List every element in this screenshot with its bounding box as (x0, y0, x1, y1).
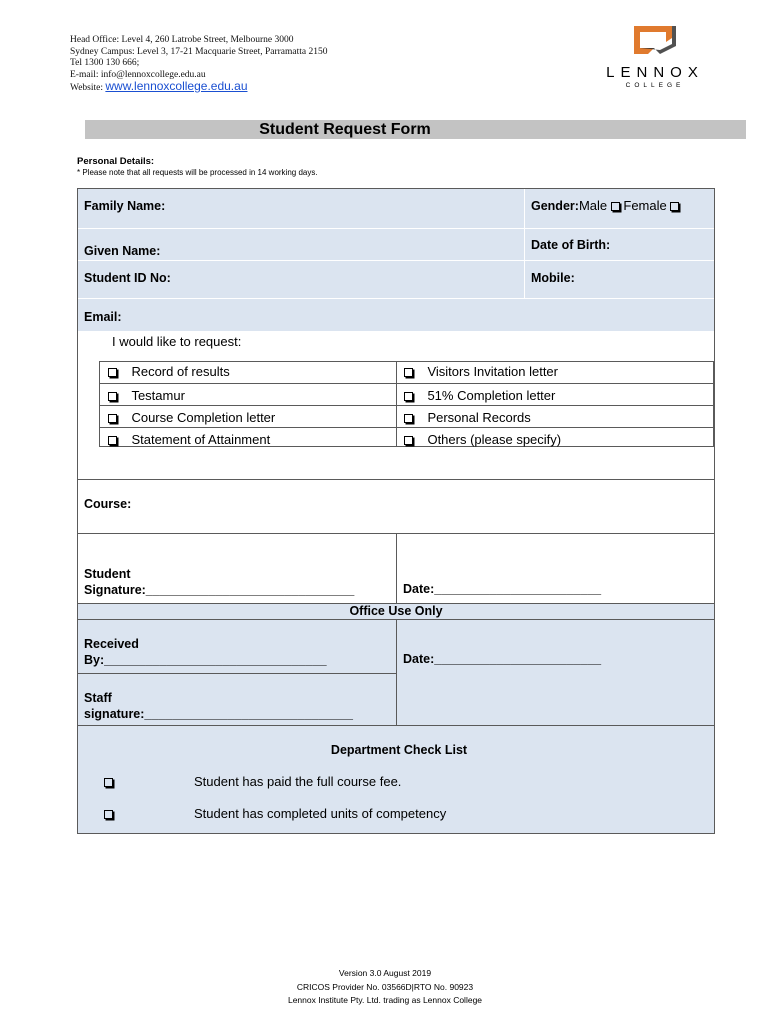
option-testamur[interactable] (108, 388, 185, 403)
dob-label: Date of Birth: (531, 238, 611, 252)
given-name-label: Given Name: (84, 244, 161, 258)
option-course-completion[interactable] (108, 410, 275, 425)
website-label: Website: (70, 83, 104, 93)
staff-signature-label (84, 690, 353, 722)
staff-line1: Staff (84, 691, 112, 705)
gender-male-label: Male (578, 198, 608, 213)
email-cell[interactable] (78, 299, 714, 331)
office-divider (396, 619, 397, 725)
footer-version: Version 3.0 August 2019 (338, 968, 432, 978)
female-checkbox[interactable] (670, 202, 679, 211)
processing-note: * Please note that all requests will be processed in 14 working days. (77, 168, 318, 177)
option-checkbox[interactable] (404, 392, 413, 401)
email-label: Email: (84, 310, 122, 324)
mobile-label: Mobile: (531, 271, 575, 285)
student-id-label: Student ID No: (84, 271, 171, 285)
checklist-checkbox[interactable] (104, 778, 113, 787)
office-use-heading: Office Use Only (349, 604, 443, 618)
row-divider (77, 673, 397, 674)
footer-company: Lennox Institute Pty. Ltd. trading as Lennox College (287, 995, 483, 1005)
option-label: 51% Completion letter (427, 388, 556, 403)
option-51-completion[interactable] (404, 388, 555, 403)
course-label: Course: (84, 497, 132, 511)
checklist-title: Department Check List (330, 743, 468, 757)
college-address (70, 35, 328, 95)
logo-mark-icon (632, 24, 678, 58)
options-row-line (99, 405, 714, 406)
family-name-label: Family Name: (84, 199, 166, 213)
male-checkbox[interactable] (611, 202, 620, 211)
options-divider (396, 361, 397, 447)
option-label: Course Completion letter (131, 410, 276, 425)
option-label: Others (please specify) (427, 432, 562, 447)
option-checkbox[interactable] (404, 368, 413, 377)
address-line: Head Office: Level 4, 260 Latrobe Street, Melbourne 3000 (70, 35, 294, 45)
request-intro: I would like to request: (112, 334, 242, 349)
received-by-label (84, 636, 327, 668)
personal-details-heading: Personal Details: (77, 156, 155, 167)
options-row-line (99, 427, 714, 428)
option-checkbox[interactable] (108, 368, 117, 377)
option-label: Personal Records (427, 410, 531, 425)
staff-line2: signature:______________________________ (84, 707, 353, 721)
student-signature-line2: Signature:______________________________ (84, 583, 355, 597)
option-visitors-invitation[interactable] (404, 364, 558, 379)
option-others[interactable] (404, 432, 561, 447)
option-checkbox[interactable] (404, 436, 413, 445)
student-date-label: Date:________________________ (403, 582, 602, 596)
lennox-logo (596, 24, 714, 92)
option-statement-of-attainment[interactable] (108, 432, 270, 447)
footer-cricos: CRICOS Provider No. 03566D|RTO No. 90923 (296, 981, 474, 992)
option-label: Testamur (131, 388, 185, 403)
option-personal-records[interactable] (404, 410, 531, 425)
received-line2: By:________________________________ (84, 653, 327, 667)
address-line: Tel 1300 130 666; (70, 58, 140, 68)
student-signature-line1: Student (84, 567, 131, 581)
checklist-item-fees-label: Student has paid the full course fee. (194, 774, 402, 789)
address-line: Sydney Campus: Level 3, 17-21 Macquarie Street, Parramatta 2150 (70, 46, 328, 57)
checklist-item-fees[interactable] (104, 774, 113, 792)
checklist-checkbox[interactable] (104, 810, 113, 819)
address-line: E-mail: info@lennoxcollege.edu.au (70, 69, 206, 80)
option-label: Visitors Invitation letter (427, 364, 558, 379)
page-footer (0, 967, 770, 1008)
row-divider (77, 479, 715, 480)
gender-label: Gender: (531, 199, 579, 213)
option-checkbox[interactable] (108, 414, 117, 423)
option-checkbox[interactable] (108, 436, 117, 445)
checklist-item-competency[interactable] (104, 806, 113, 824)
signature-divider (396, 533, 397, 603)
option-record-of-results[interactable] (108, 364, 230, 379)
options-row-line (99, 383, 714, 384)
logo-text: LENNOX (606, 64, 704, 81)
office-date-cell[interactable] (397, 620, 714, 725)
website-link[interactable]: www.lennoxcollege.edu.au (105, 79, 248, 93)
option-checkbox[interactable] (108, 392, 117, 401)
received-line1: Received (84, 637, 139, 651)
website-line (70, 81, 328, 95)
office-date-label: Date:________________________ (403, 652, 602, 666)
checklist-item-competency-label: Student has completed units of competency (194, 806, 447, 821)
gender-female-label: Female (623, 198, 667, 213)
form-title: Student Request Form (259, 121, 431, 138)
student-signature-label (84, 566, 354, 598)
option-label: Record of results (131, 364, 230, 379)
option-checkbox[interactable] (404, 414, 413, 423)
logo-subtext: COLLEGE (625, 82, 685, 89)
gender-group (531, 198, 679, 213)
option-label: Statement of Attainment (131, 432, 271, 447)
